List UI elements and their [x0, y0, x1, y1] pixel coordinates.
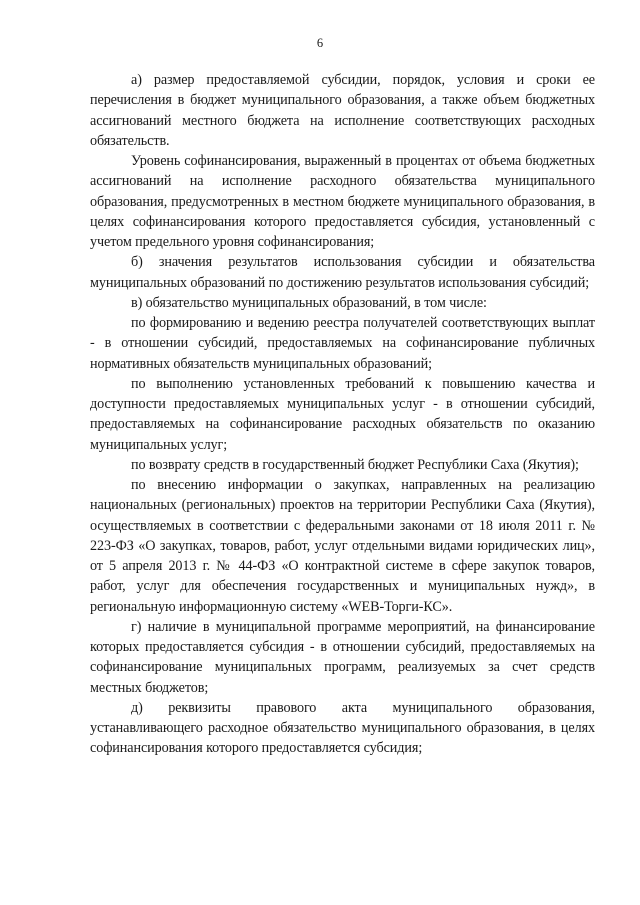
document-body — [90, 70, 595, 759]
paragraph-registry: по формированию и ведению реестра получателей соответствующих выплат - в отношении субсидий, предоставляемых на софинансирование публичных нормативных обязательств муниципальных образований; — [90, 315, 595, 372]
page-number: 6 — [316, 36, 324, 50]
paragraph-procurement-info: по внесению информации о закупках, направленных на реализацию национальных (региональных) проектов на территории Республики Саха (Якутия), осуществляемых в соответствии с федеральными законами от 18 июля 2011 г. № 223-ФЗ «О закупках, товаров, работ, услуг отдельными видами юридических лиц», от 5 апреля 2013 г. № 44-ФЗ «О контрактной системе в сфере закупок товаров, работ, услуг для обеспечения государственных и муниципальных нужд», в региональную информационную систему «WEB-Торги-КС». — [90, 477, 595, 615]
paragraph-service-quality: по выполнению установленных требований к повышению качества и доступности предоставляемых муниципальных услуг - в отношении субсидий, предоставляемых на софинансирование расходных обязательств по оказанию муниципальных услуг; — [90, 375, 595, 453]
paragraph-g-municipal-program: г) наличие в муниципальной программе мероприятий, на финансирование которых предоставляется субсидия - в отношении субсидий, предоставляемых на софинансирование муниципальных программ, реализуемых за счет средств местных бюджетов; — [90, 618, 595, 696]
paragraph-v-obligations: в) обязательство муниципальных образований, в том числе: — [131, 294, 487, 311]
paragraph-cofinancing-level: Уровень софинансирования, выраженный в процентах от объема бюджетных ассигнований на исполнение расходного обязательства муниципального образования, предусмотренных в местном бюджете муниципального образования, в целях софинансирования которого предоставляется субсидия, установленный с учетом предельного уровня софинансирования; — [90, 153, 595, 250]
paragraph-a-subsidy-size: а) размер предоставляемой субсидии, порядок, условия и сроки ее перечисления в бюджет муниципального образования, а также объем бюджетных ассигнований местного бюджета на исполнение соответствующих расходных обязательств. — [90, 72, 595, 149]
paragraph-d-legal-act: д) реквизиты правового акта муниципального образования, устанавливающего расходное обязательство муниципального образования, в целях софинансирования которого предоставляется субсидия; — [90, 699, 595, 757]
paragraph-refund: по возврату средств в государственный бюджет Республики Саха (Якутия); — [131, 456, 579, 473]
paragraph-b-results: б) значения результатов использования субсидии и обязательства муниципальных образований по достижению результатов использования субсидий; — [90, 254, 595, 291]
